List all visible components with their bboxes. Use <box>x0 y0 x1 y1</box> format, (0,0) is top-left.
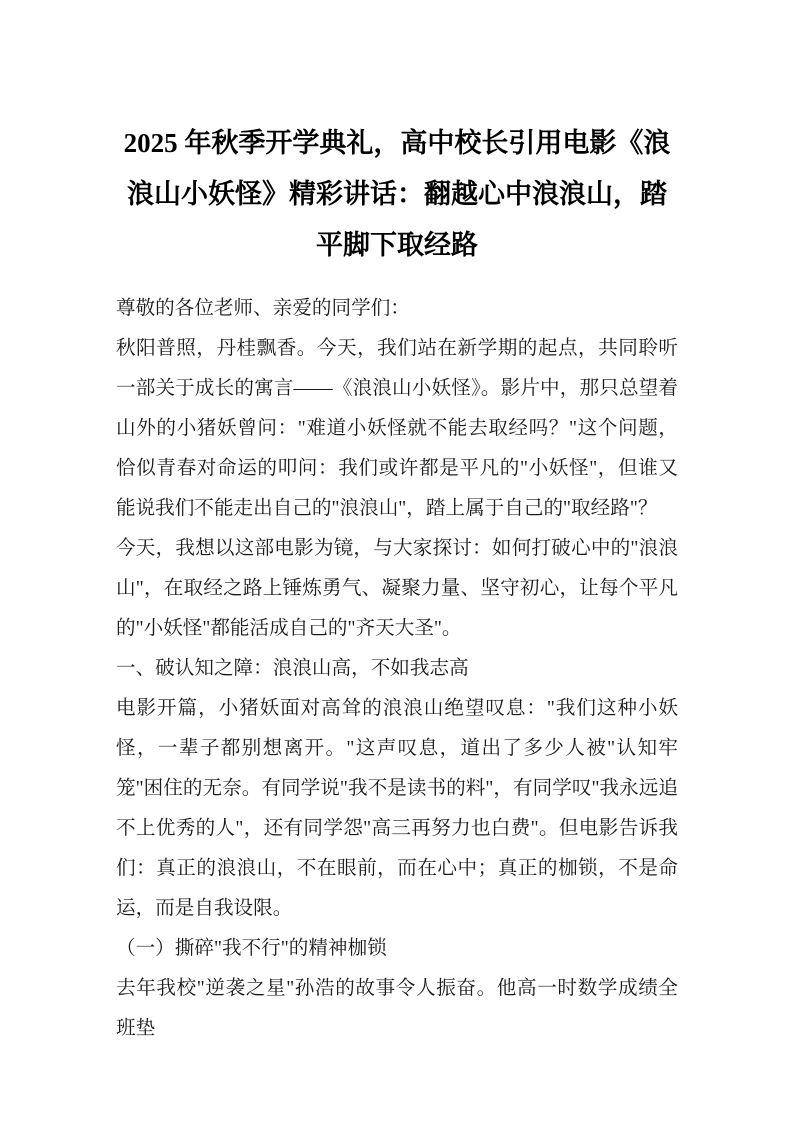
page-title: 2025 年秋季开学典礼，高中校长引用电影《浪浪山小妖怪》精彩讲话：翻越心中浪浪山，踏平脚下取经路 <box>123 128 671 260</box>
paragraph-section-1-body: 电影开篇，小猪妖面对高耸的浪浪山绝望叹息："我们这种小妖怪，一辈子都别想离开。"这声叹息，道出了多少人被"认知牢笼"困住的无奈。有同学说"我不是读书的料"，有同学叹"我永远追不上优秀的人"，还有同学怨"高三再努力也白费"。但电影告诉我们：真正的浪浪山，不在眼前，而在心中；真正的枷锁，不是命运，而是自我设限。 <box>116 698 678 919</box>
document-content <box>116 118 678 1049</box>
paragraph-section-1-1-body: 去年我校"逆袭之星"孙浩的故事令人振奋。他高一时数学成绩全班垫 <box>116 978 678 1039</box>
paragraph-thesis: 今天，我想以这部电影为镜，与大家探讨：如何打破心中的"浪浪山"，在取经之路上锤炼勇气、凝聚力量、坚守初心，让每个平凡的"小妖怪"都能活成自己的"齐天大圣"。 <box>116 538 678 639</box>
subsection-heading-1-1: （一）撕碎"我不行"的精神枷锁 <box>116 938 387 959</box>
section-heading-1: 一、破认知之障：浪浪山高，不如我志高 <box>116 658 469 679</box>
paragraph-salutation: 尊敬的各位老师、亲爱的同学们： <box>116 298 410 319</box>
paragraph-opening: 秋阳普照，丹桂飘香。今天，我们站在新学期的起点，共同聆听一部关于成长的寓言——《浪浪山小妖怪》。影片中，那只总望着山外的小猪妖曾问："难道小妖怪就不能去取经吗？"这个问题，恰似青春对命运的叩问：我们或许都是平凡的"小妖怪"，但谁又能说我们不能走出自己的"浪浪山"，踏上属于自己的"取经路"？ <box>116 338 678 519</box>
